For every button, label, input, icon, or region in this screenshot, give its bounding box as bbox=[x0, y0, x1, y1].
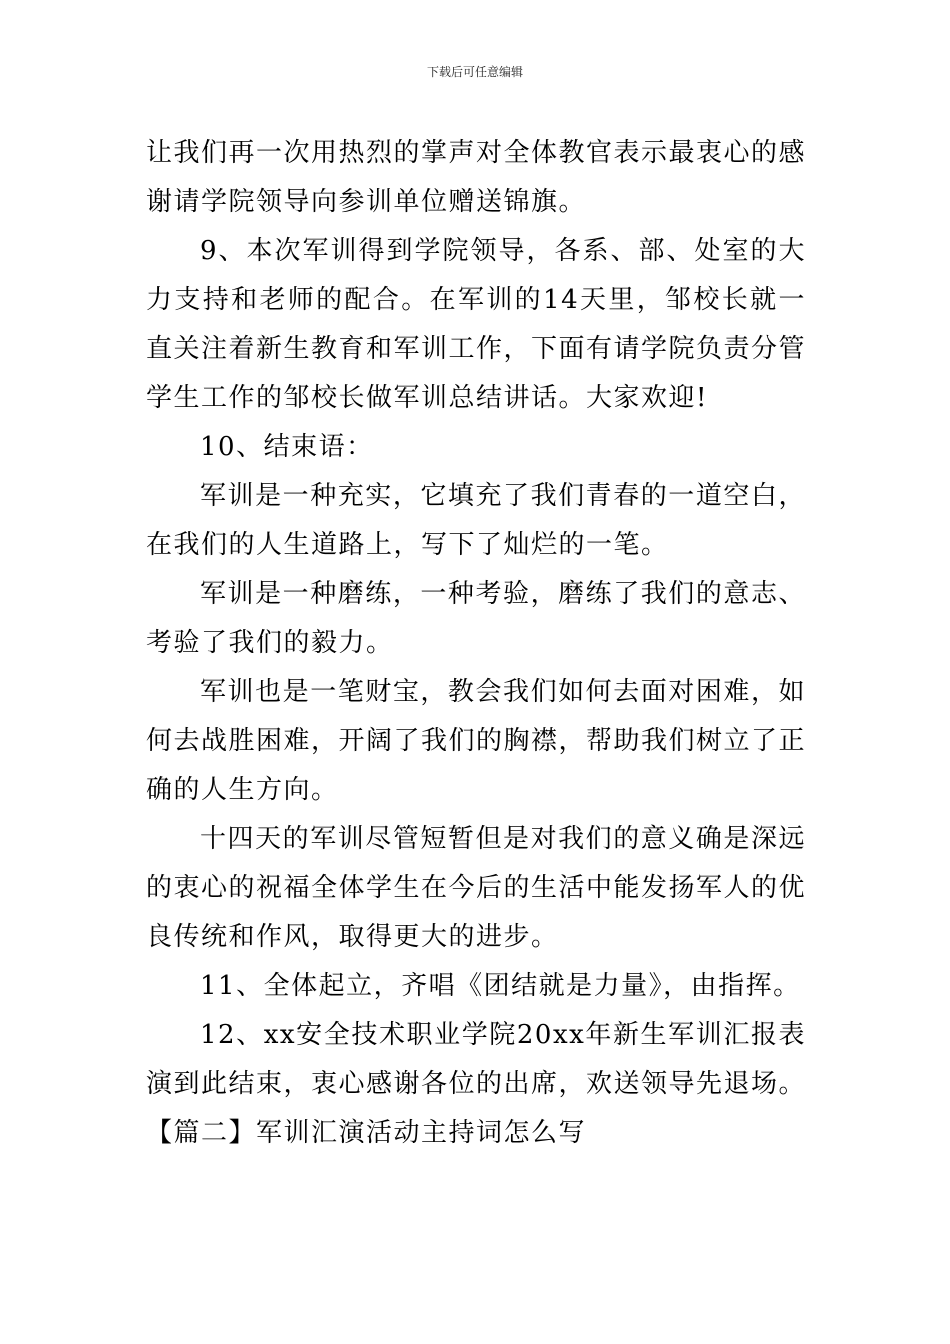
document-body bbox=[146, 129, 806, 1158]
paragraph-thanks: 让我们再一次用热烈的掌声对全体教官表示最衷心的感谢请学院领导向参训单位赠送锦旗。 bbox=[146, 138, 807, 217]
paragraph-item-11: 11、全体起立，齐唱《团结就是力量》，由指挥。 bbox=[200, 971, 801, 1001]
paragraph-closing-1: 军训是一种充实，它填充了我们青春的一道空白，在我们的人生道路上，写下了灿烂的一笔。 bbox=[146, 481, 806, 560]
paragraph-closing-4: 十四天的军训尽管短暂但是对我们的意义确是深远的衷心的祝福全体学生在今后的生活中能发扬军人的优良传统和作风，取得更大的进步。 bbox=[146, 824, 807, 952]
paragraph-item-10-heading: 10、结束语： bbox=[200, 432, 374, 462]
paragraph-item-9: 9、本次军训得到学院领导，各系、部、处室的大力支持和老师的配合。在军训的14天里，邹校长就一直关注着新生教育和军训工作，下面有请学院负责分管学生工作的邹校长做军训总结讲话。大家欢迎! bbox=[146, 236, 807, 413]
paragraph-item-12: 12、xx安全技术职业学院20xx年新生军训汇报表演到此结束，衷心感谢各位的出席，欢送领导先退场。【篇二】军训汇演活动主持词怎么写 bbox=[146, 1020, 807, 1148]
paragraph-closing-3: 军训也是一笔财宝，教会我们如何去面对困难，如何去战胜困难，开阔了我们的胸襟，帮助我们树立了正确的人生方向。 bbox=[146, 677, 807, 805]
paragraph-closing-2: 军训是一种磨练，一种考验，磨练了我们的意志、考验了我们的毅力。 bbox=[146, 579, 806, 658]
page-header: 下载后可任意编辑 bbox=[426, 65, 523, 79]
